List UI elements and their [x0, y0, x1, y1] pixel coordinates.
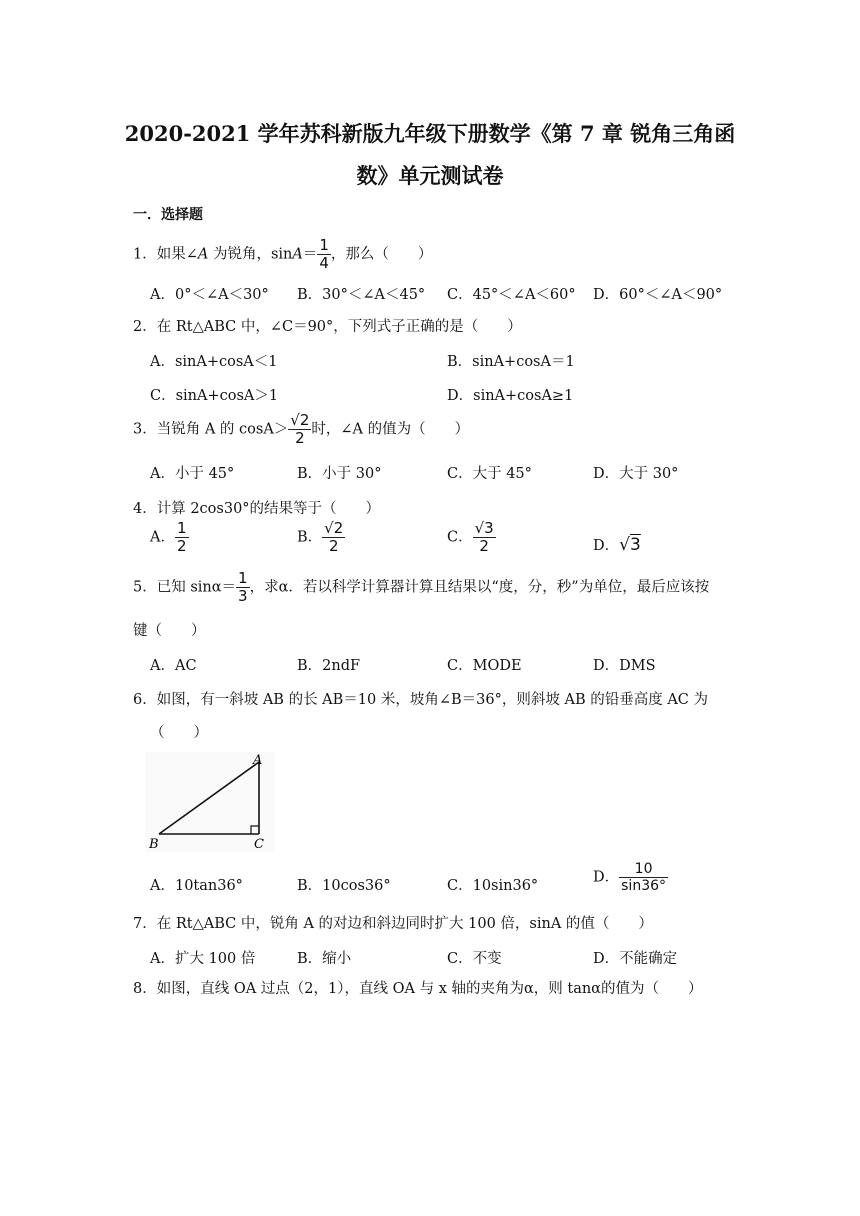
question-1-stem: 1．如果∠A 为锐角，sinA＝ $\frac{1}{4}$ ，那么（ ）: [133, 236, 433, 272]
question-2-option-c[interactable]: C．sinA+cosA＞1: [150, 388, 279, 404]
question-2-option-b[interactable]: B．sinA+cosA＝1: [447, 354, 575, 370]
section-heading: 一．选择题: [133, 207, 203, 223]
question-6-option-c[interactable]: C．10sin36°: [447, 878, 539, 894]
question-6-stem: 6．如图，有一斜坡 AB 的长 AB＝10 米，坡角∠B＝36°，则斜坡 AB 的铅垂高度 AC 为: [133, 692, 708, 708]
vertex-label-b: B: [149, 837, 159, 852]
question-7-option-a[interactable]: A．扩大 100 倍: [150, 951, 256, 967]
question-5-option-d[interactable]: D．DMS: [593, 658, 656, 674]
question-2-option-a[interactable]: A．sinA+cosA＜1: [150, 354, 278, 370]
question-6-stem-line-2: （ ）: [150, 725, 208, 741]
question-7-option-d[interactable]: D．不能确定: [593, 951, 678, 967]
question-5-option-b[interactable]: B．2ndF: [297, 658, 361, 674]
question-4-option-d[interactable]: D．√3: [593, 535, 641, 555]
document-title-line-1: 2020-2021 学年苏科新版九年级下册数学《第 7 章 锐角三角函: [124, 121, 736, 146]
question-1-option-c[interactable]: C．45°＜∠A＜60°: [447, 287, 576, 303]
question-1-option-d[interactable]: D．60°＜∠A＜90°: [593, 287, 723, 303]
question-5-option-c[interactable]: C．MODE: [447, 658, 522, 674]
fraction: $\frac{1}{3}$: [238, 569, 248, 605]
question-6-option-d[interactable]: D． $\frac{10}{\sin 36^\circ}$: [593, 861, 667, 894]
fraction: $\frac{1}{4}$: [319, 236, 329, 272]
question-3-option-c[interactable]: C．大于 45°: [447, 466, 532, 482]
question-2-stem: 2．在 Rt△ABC 中，∠C＝90°，下列式子正确的是（ ）: [133, 319, 522, 335]
question-8-stem: 8．如图，直线 OA 过点（2，1），直线 OA 与 x 轴的夹角为α，则 tanα的值为（ ）: [133, 981, 703, 997]
question-4-stem: 4．计算 2cos30°的结果等于（ ）: [133, 501, 381, 517]
question-2-option-d[interactable]: D．sinA+cosA≥1: [447, 388, 574, 404]
triangle-figure: [145, 752, 275, 852]
question-6-option-a[interactable]: A．10tan36°: [150, 878, 243, 894]
question-1-option-b[interactable]: B．30°＜∠A＜45°: [297, 287, 426, 303]
fraction: $\frac{√2}{2}$: [290, 411, 310, 447]
question-7-stem: 7．在 Rt△ABC 中，锐角 A 的对边和斜边同时扩大 100 倍，sinA 的值（ ）: [133, 916, 653, 932]
question-3-stem: 3．当锐角 A 的 cosA＞ $\frac{√2}{2}$ 时，∠A 的值为（ ）: [133, 411, 470, 447]
question-4-option-c[interactable]: C． $\frac{√3}{2}$: [447, 519, 494, 555]
question-7-option-b[interactable]: B．缩小: [297, 951, 352, 967]
vertex-label-c: C: [254, 837, 264, 852]
question-5-stem: 5．已知 sinα＝ $\frac{1}{3}$ ，求α．若以科学计算器计算且结果以“度，分，秒”为单位，最后应该按: [133, 569, 710, 605]
vertex-label-a: A: [253, 753, 263, 768]
question-3-option-a[interactable]: A．小于 45°: [150, 466, 235, 482]
question-4-option-b[interactable]: B． $\frac{√2}{2}$: [297, 519, 344, 555]
document-title-line-2: 数》单元测试卷: [356, 163, 504, 188]
question-4-option-a[interactable]: A． $\frac{1}{2}$: [150, 519, 187, 555]
question-5-option-a[interactable]: A．AC: [150, 658, 197, 674]
question-3-option-d[interactable]: D．大于 30°: [593, 466, 679, 482]
question-7-option-c[interactable]: C．不变: [447, 951, 502, 967]
question-1-option-a[interactable]: A．0°＜∠A＜30°: [150, 287, 269, 303]
question-3-option-b[interactable]: B．小于 30°: [297, 466, 382, 482]
question-5-stem-line-2: 键（ ）: [133, 623, 206, 639]
question-6-option-b[interactable]: B．10cos36°: [297, 878, 391, 894]
